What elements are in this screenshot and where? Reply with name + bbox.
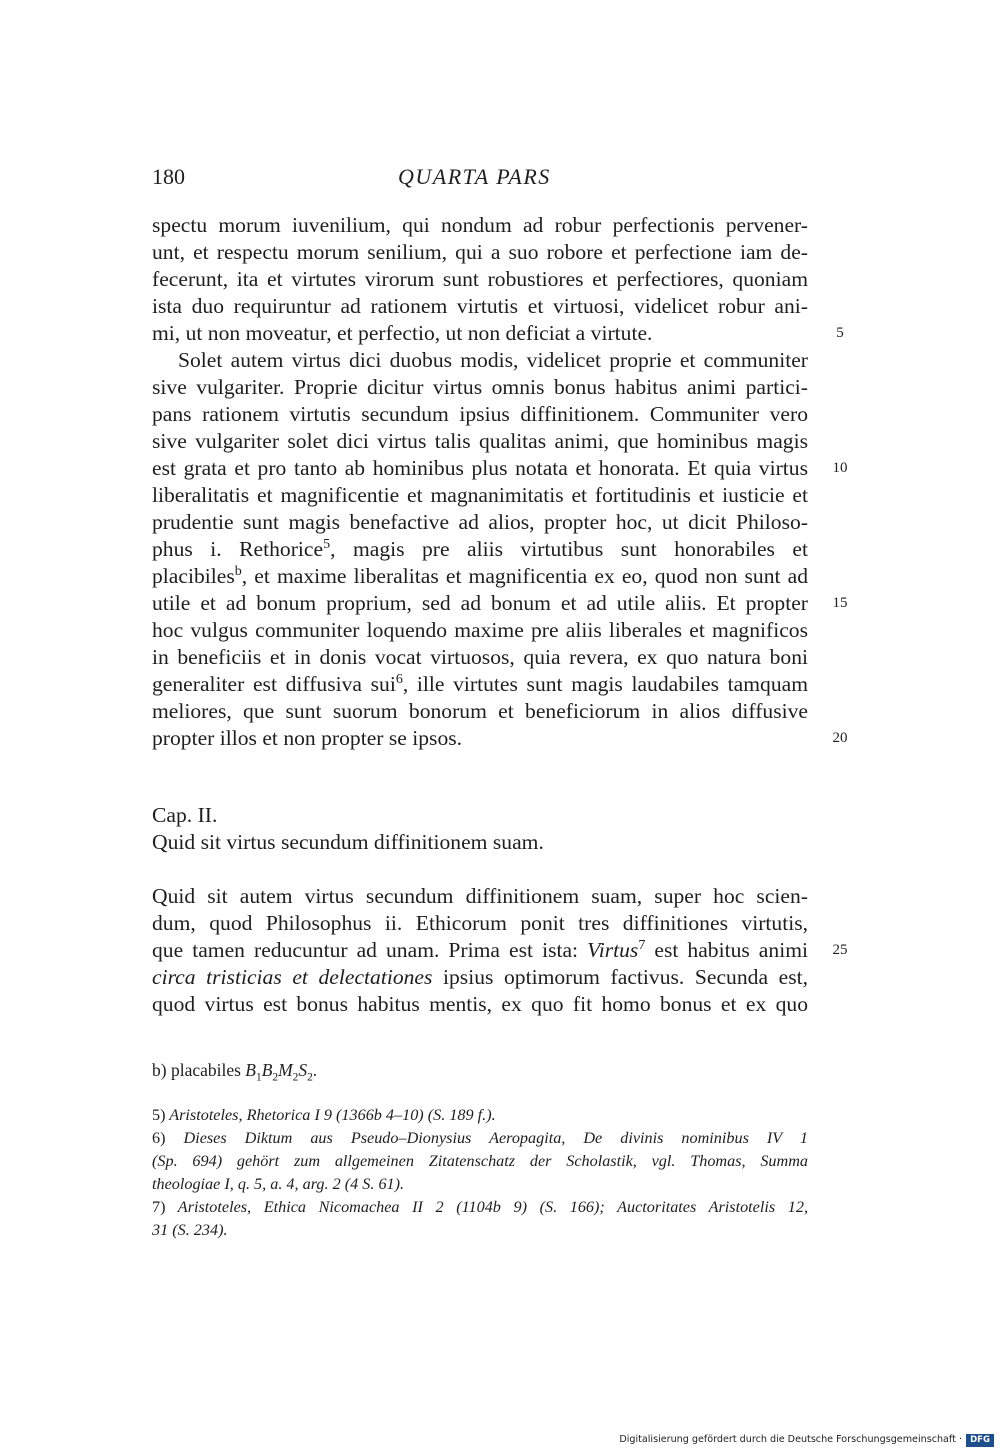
text-line — [152, 937, 808, 964]
dfg-logo: DFG — [966, 1434, 994, 1447]
text-line: utile et ad bonum proprium, sed ad bonum et ad utile aliis. Et propter — [152, 591, 808, 615]
text-line — [152, 964, 808, 991]
punctuation: . — [312, 1060, 318, 1080]
footnote-6-cont: theologiae I, q. 5, a. 4, arg. 2 (4 S. 61). — [152, 1175, 405, 1193]
text-line: hoc vulgus communiter loquendo maxime pre aliis liberales et magnificos — [152, 618, 808, 642]
text-segment: que tamen reducuntur ad unam. Prima est ista: — [152, 938, 588, 962]
footnote-7-cont: 31 (S. 234). — [152, 1221, 228, 1239]
text-segment: , magis pre aliis virtutibus sunt honorabiles et — [330, 537, 808, 561]
text-line: mi, ut non moveatur, et perfectio, ut non deficiat a virtute. — [152, 321, 653, 345]
text-line: pans rationem virtutis secundum ipsius diffinitionem. Communiter vero — [152, 402, 808, 426]
footnote-6 — [152, 1127, 808, 1150]
text-segment: generaliter est diffusiva sui — [152, 672, 396, 696]
line-number: 25 — [832, 942, 848, 958]
text-line: prudentie sunt magis benefactive ad alios, propter hoc, ut dicit Philoso- — [152, 510, 808, 534]
text-line: Solet autem virtus dici duobus modis, videlicet proprie et communiter — [178, 348, 808, 372]
text-line: fecerunt, ita et virtutes virorum sunt robustiores et perfectiores, quoniam — [152, 267, 808, 291]
siglum: B — [245, 1060, 256, 1080]
text-line: in beneficiis et in donis vocat virtuosos, quia revera, ex quo natura boni — [152, 645, 808, 669]
text-segment: est habitus animi — [645, 938, 808, 962]
text-segment: placibiles — [152, 564, 235, 588]
footnote-6-cont: (Sp. 694) gehört zum allgemeinen Zitatenschatz der Scholastik, vgl. Thomas, Summa — [152, 1152, 808, 1170]
text-line: unt, et respectu morum senilium, qui a suo robore et perfectione iam de- — [152, 240, 808, 264]
footnote-ref-7[interactable]: 7 — [638, 936, 646, 953]
text-line: spectu morum iuvenilium, qui nondum ad robur perfectionis pervener- — [152, 213, 808, 237]
footnote-ref-5[interactable]: 5 — [323, 535, 331, 552]
text-line: ista duo requiruntur ad rationem virtutis et virtuosi, videlicet robur ani- — [152, 294, 808, 318]
apparatus-note-b — [152, 1060, 318, 1084]
footnote-text: Aristoteles, Rhetorica I 9 (1366b 4–10) (S. 189 f.). — [165, 1106, 496, 1124]
text-line: quod virtus est bonus habitus mentis, ex quo fit homo bonus et ex quo — [152, 992, 808, 1016]
text-segment: phus i. Rethorice — [152, 537, 324, 561]
line-number: 15 — [832, 595, 848, 611]
footnote-number: 5) — [152, 1106, 166, 1124]
siglum-index: 2 — [307, 1071, 313, 1084]
text-line: liberalitatis et magnificentie et magnanimitatis et fortitudinis et iusticie et — [152, 483, 808, 507]
text-line: meliores, que sunt suorum bonorum et beneficiorum in alios diffusive — [152, 699, 808, 723]
footnote-5 — [152, 1104, 808, 1127]
line-number: 5 — [836, 325, 844, 341]
text-segment: , et maxime liberalitas et magnificentia ex eo, quod non sunt ad — [241, 564, 808, 588]
footnote-ref-6[interactable]: 6 — [395, 670, 403, 687]
siglum-index: 1 — [256, 1071, 262, 1084]
apparatus-ref-b[interactable]: b — [234, 562, 242, 579]
apparatus-text: b) placabiles — [152, 1060, 246, 1080]
quotation: circa tristicias et delectationes — [152, 965, 433, 989]
text-line: dum, quod Philosophus ii. Ethicorum ponit tres diffinitiones virtutis, — [152, 911, 808, 935]
footnote-number: 6) — [152, 1129, 166, 1147]
text-line — [152, 671, 808, 698]
siglum-index: 2 — [292, 1071, 299, 1084]
text-line: est grata et pro tanto ab hominibus plus notata et honorata. Et quia virtus — [152, 456, 808, 480]
footnote-text: Dieses Diktum aus Pseudo–Dionysius Aeropagita, De divinis nominibus IV 1 — [165, 1129, 808, 1147]
text-segment: ipsius optimorum factivus. Secunda est, — [432, 965, 808, 989]
siglum: S — [298, 1060, 308, 1080]
siglum: M — [278, 1060, 293, 1080]
text-line — [152, 563, 808, 590]
footnote-text: Aristoteles, Ethica Nicomachea II 2 (1104b 9) (S. 166); Auctoritates Aristotelis 12, — [165, 1198, 808, 1216]
running-title: QUARTA PARS — [398, 164, 551, 189]
text-segment: , ille virtutes sunt magis laudabiles tamquam — [402, 672, 808, 696]
quotation: Virtus — [587, 938, 639, 962]
text-line — [152, 536, 808, 563]
text-line: sive vulgariter solet dici virtus talis qualitas animi, que hominibus magis — [152, 429, 808, 453]
text-line: propter illos et non propter se ipsos. — [152, 726, 463, 750]
text-line: sive vulgariter. Proprie dicitur virtus omnis bonus habitus animi partici- — [152, 375, 808, 399]
line-number: 10 — [832, 460, 848, 476]
line-number: 20 — [832, 730, 848, 746]
siglum: B — [261, 1060, 273, 1080]
footnote-7 — [152, 1196, 808, 1219]
page-number: 180 — [152, 164, 185, 189]
footnote-number: 7) — [152, 1198, 166, 1216]
chapter-label: Cap. II. — [152, 803, 218, 827]
digitization-credit: Digitalisierung gefördert durch die Deutsche Forschungsgemeinschaft · — [619, 1434, 962, 1445]
chapter-title: Quid sit virtus secundum diffinitionem suam. — [152, 830, 544, 854]
text-line: Quid sit autem virtus secundum diffinitionem suam, super hoc scien- — [152, 884, 808, 908]
siglum-index: 2 — [272, 1071, 279, 1084]
